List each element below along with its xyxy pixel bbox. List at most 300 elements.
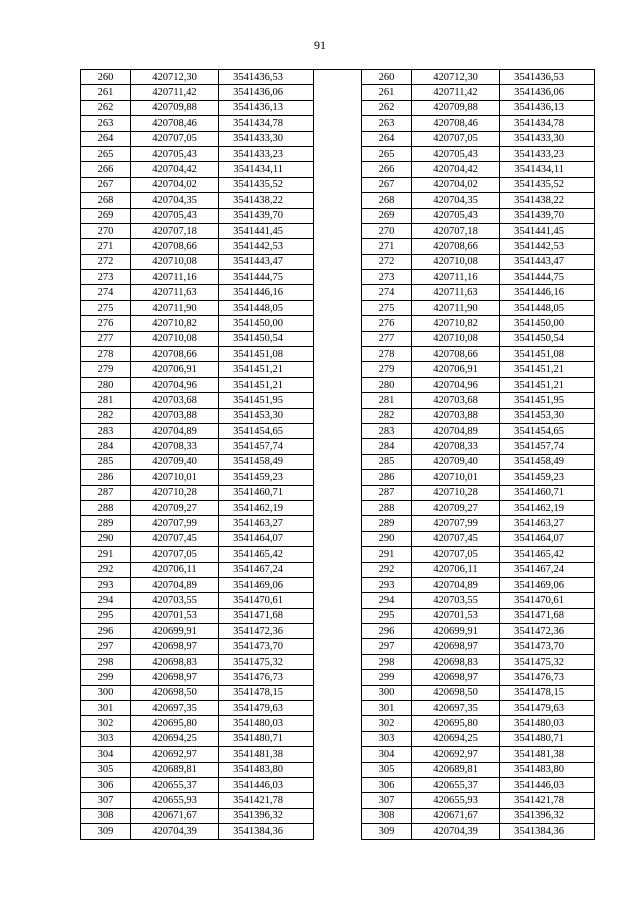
left-x-coordinate-cell: 420709,88 — [131, 100, 219, 115]
table-row — [81, 100, 595, 115]
right-x-coordinate-cell: 420710,08 — [412, 331, 500, 346]
right-y-coordinate-cell: 3541475,32 — [500, 654, 595, 669]
left-y-coordinate-cell: 3541453,30 — [219, 408, 314, 423]
right-y-coordinate-cell: 3541467,24 — [500, 562, 595, 577]
table-row — [81, 347, 595, 362]
table-row — [81, 639, 595, 654]
left-point-number-cell: 276 — [81, 316, 131, 331]
table-row — [81, 331, 595, 346]
column-gap — [314, 377, 362, 392]
left-y-coordinate-cell: 3541478,15 — [219, 685, 314, 700]
table-row — [81, 777, 595, 792]
column-gap — [314, 562, 362, 577]
right-x-coordinate-cell: 420711,16 — [412, 270, 500, 285]
left-point-number-cell: 265 — [81, 146, 131, 161]
left-x-coordinate-cell: 420707,45 — [131, 531, 219, 546]
left-point-number-cell: 287 — [81, 485, 131, 500]
right-y-coordinate-cell: 3541444,75 — [500, 270, 595, 285]
right-x-coordinate-cell: 420711,90 — [412, 300, 500, 315]
right-point-number-cell: 289 — [362, 516, 412, 531]
right-point-number-cell: 278 — [362, 347, 412, 362]
table-row — [81, 531, 595, 546]
right-point-number-cell: 303 — [362, 731, 412, 746]
left-y-coordinate-cell: 3541396,32 — [219, 808, 314, 823]
column-gap — [314, 162, 362, 177]
left-y-coordinate-cell: 3541464,07 — [219, 531, 314, 546]
left-y-coordinate-cell: 3541460,71 — [219, 485, 314, 500]
right-y-coordinate-cell: 3541436,13 — [500, 100, 595, 115]
left-x-coordinate-cell: 420712,30 — [131, 70, 219, 85]
column-gap — [314, 423, 362, 438]
right-point-number-cell: 276 — [362, 316, 412, 331]
column-gap — [314, 793, 362, 808]
column-gap — [314, 762, 362, 777]
table-row — [81, 116, 595, 131]
left-y-coordinate-cell: 3541462,19 — [219, 500, 314, 515]
right-x-coordinate-cell: 420711,63 — [412, 285, 500, 300]
left-point-number-cell: 293 — [81, 577, 131, 592]
column-gap — [314, 716, 362, 731]
left-point-number-cell: 262 — [81, 100, 131, 115]
left-x-coordinate-cell: 420710,08 — [131, 331, 219, 346]
left-point-number-cell: 289 — [81, 516, 131, 531]
table-row — [81, 193, 595, 208]
right-point-number-cell: 294 — [362, 593, 412, 608]
left-x-coordinate-cell: 420698,50 — [131, 685, 219, 700]
right-point-number-cell: 282 — [362, 408, 412, 423]
left-x-coordinate-cell: 420697,35 — [131, 701, 219, 716]
left-point-number-cell: 261 — [81, 85, 131, 100]
left-x-coordinate-cell: 420710,82 — [131, 316, 219, 331]
right-point-number-cell: 274 — [362, 285, 412, 300]
right-x-coordinate-cell: 420704,35 — [412, 193, 500, 208]
left-point-number-cell: 267 — [81, 177, 131, 192]
column-gap — [314, 654, 362, 669]
right-point-number-cell: 298 — [362, 654, 412, 669]
left-x-coordinate-cell: 420701,53 — [131, 608, 219, 623]
right-y-coordinate-cell: 3541433,30 — [500, 131, 595, 146]
right-point-number-cell: 277 — [362, 331, 412, 346]
right-x-coordinate-cell: 420709,88 — [412, 100, 500, 115]
page-number: 91 — [314, 38, 326, 52]
right-y-coordinate-cell: 3541421,78 — [500, 793, 595, 808]
left-y-coordinate-cell: 3541459,23 — [219, 470, 314, 485]
column-gap — [314, 285, 362, 300]
right-y-coordinate-cell: 3541478,15 — [500, 685, 595, 700]
right-x-coordinate-cell: 420671,67 — [412, 808, 500, 823]
left-x-coordinate-cell: 420706,91 — [131, 362, 219, 377]
right-y-coordinate-cell: 3541384,36 — [500, 824, 595, 839]
right-y-coordinate-cell: 3541396,32 — [500, 808, 595, 823]
right-point-number-cell: 286 — [362, 470, 412, 485]
column-gap — [314, 808, 362, 823]
left-y-coordinate-cell: 3541479,63 — [219, 701, 314, 716]
right-x-coordinate-cell: 420703,88 — [412, 408, 500, 423]
column-gap — [314, 639, 362, 654]
left-point-number-cell: 272 — [81, 254, 131, 269]
left-point-number-cell: 282 — [81, 408, 131, 423]
column-gap — [314, 500, 362, 515]
right-point-number-cell: 271 — [362, 239, 412, 254]
right-x-coordinate-cell: 420709,27 — [412, 500, 500, 515]
left-x-coordinate-cell: 420704,42 — [131, 162, 219, 177]
table-row — [81, 470, 595, 485]
right-y-coordinate-cell: 3541451,08 — [500, 347, 595, 362]
right-point-number-cell: 260 — [362, 70, 412, 85]
left-y-coordinate-cell: 3541421,78 — [219, 793, 314, 808]
right-point-number-cell: 295 — [362, 608, 412, 623]
table-row — [81, 300, 595, 315]
left-x-coordinate-cell: 420711,42 — [131, 85, 219, 100]
right-point-number-cell: 261 — [362, 85, 412, 100]
column-gap — [314, 331, 362, 346]
table-row — [81, 608, 595, 623]
left-point-number-cell: 264 — [81, 131, 131, 146]
left-point-number-cell: 294 — [81, 593, 131, 608]
right-x-coordinate-cell: 420701,53 — [412, 608, 500, 623]
right-y-coordinate-cell: 3541451,95 — [500, 393, 595, 408]
right-point-number-cell: 285 — [362, 454, 412, 469]
right-x-coordinate-cell: 420711,42 — [412, 85, 500, 100]
left-point-number-cell: 296 — [81, 624, 131, 639]
table-row — [81, 716, 595, 731]
left-y-coordinate-cell: 3541441,45 — [219, 223, 314, 238]
left-y-coordinate-cell: 3541446,03 — [219, 777, 314, 792]
column-gap — [314, 223, 362, 238]
right-x-coordinate-cell: 420703,55 — [412, 593, 500, 608]
column-gap — [314, 177, 362, 192]
right-y-coordinate-cell: 3541446,16 — [500, 285, 595, 300]
left-x-coordinate-cell: 420699,91 — [131, 624, 219, 639]
left-x-coordinate-cell: 420707,18 — [131, 223, 219, 238]
column-gap — [314, 624, 362, 639]
right-x-coordinate-cell: 420692,97 — [412, 747, 500, 762]
right-x-coordinate-cell: 420707,99 — [412, 516, 500, 531]
left-point-number-cell: 300 — [81, 685, 131, 700]
right-y-coordinate-cell: 3541434,78 — [500, 116, 595, 131]
right-y-coordinate-cell: 3541471,68 — [500, 608, 595, 623]
left-y-coordinate-cell: 3541434,78 — [219, 116, 314, 131]
column-gap — [314, 239, 362, 254]
right-point-number-cell: 290 — [362, 531, 412, 546]
column-gap — [314, 731, 362, 746]
column-gap — [314, 608, 362, 623]
table-row — [81, 377, 595, 392]
left-point-number-cell: 260 — [81, 70, 131, 85]
right-point-number-cell: 297 — [362, 639, 412, 654]
right-point-number-cell: 284 — [362, 439, 412, 454]
column-gap — [314, 270, 362, 285]
right-y-coordinate-cell: 3541443,47 — [500, 254, 595, 269]
left-point-number-cell: 297 — [81, 639, 131, 654]
left-point-number-cell: 306 — [81, 777, 131, 792]
column-gap — [314, 70, 362, 85]
left-y-coordinate-cell: 3541442,53 — [219, 239, 314, 254]
table-row — [81, 824, 595, 839]
left-y-coordinate-cell: 3541433,23 — [219, 146, 314, 161]
column-gap — [314, 146, 362, 161]
left-y-coordinate-cell: 3541451,21 — [219, 362, 314, 377]
left-y-coordinate-cell: 3541463,27 — [219, 516, 314, 531]
left-x-coordinate-cell: 420703,68 — [131, 393, 219, 408]
left-x-coordinate-cell: 420698,97 — [131, 639, 219, 654]
table-row — [81, 593, 595, 608]
right-x-coordinate-cell: 420704,96 — [412, 377, 500, 392]
table-row — [81, 808, 595, 823]
table-row — [81, 131, 595, 146]
right-y-coordinate-cell: 3541472,36 — [500, 624, 595, 639]
left-x-coordinate-cell: 420689,81 — [131, 762, 219, 777]
left-y-coordinate-cell: 3541450,54 — [219, 331, 314, 346]
left-point-number-cell: 304 — [81, 747, 131, 762]
column-gap — [314, 824, 362, 839]
right-point-number-cell: 264 — [362, 131, 412, 146]
left-x-coordinate-cell: 420694,25 — [131, 731, 219, 746]
left-y-coordinate-cell: 3541439,70 — [219, 208, 314, 223]
left-y-coordinate-cell: 3541434,11 — [219, 162, 314, 177]
right-point-number-cell: 304 — [362, 747, 412, 762]
left-y-coordinate-cell: 3541436,53 — [219, 70, 314, 85]
left-x-coordinate-cell: 420692,97 — [131, 747, 219, 762]
right-point-number-cell: 305 — [362, 762, 412, 777]
left-x-coordinate-cell: 420704,39 — [131, 824, 219, 839]
left-x-coordinate-cell: 420707,99 — [131, 516, 219, 531]
table-row — [81, 547, 595, 562]
right-x-coordinate-cell: 420655,37 — [412, 777, 500, 792]
left-x-coordinate-cell: 420708,66 — [131, 347, 219, 362]
left-y-coordinate-cell: 3541451,21 — [219, 377, 314, 392]
table-row — [81, 731, 595, 746]
right-x-coordinate-cell: 420698,50 — [412, 685, 500, 700]
right-point-number-cell: 288 — [362, 500, 412, 515]
left-x-coordinate-cell: 420708,33 — [131, 439, 219, 454]
right-y-coordinate-cell: 3541442,53 — [500, 239, 595, 254]
right-x-coordinate-cell: 420708,46 — [412, 116, 500, 131]
left-point-number-cell: 305 — [81, 762, 131, 777]
column-gap — [314, 747, 362, 762]
left-x-coordinate-cell: 420703,88 — [131, 408, 219, 423]
table-row — [81, 500, 595, 515]
right-x-coordinate-cell: 420710,28 — [412, 485, 500, 500]
right-x-coordinate-cell: 420705,43 — [412, 208, 500, 223]
left-y-coordinate-cell: 3541436,06 — [219, 85, 314, 100]
left-y-coordinate-cell: 3541448,05 — [219, 300, 314, 315]
left-x-coordinate-cell: 420710,28 — [131, 485, 219, 500]
right-y-coordinate-cell: 3541453,30 — [500, 408, 595, 423]
left-point-number-cell: 274 — [81, 285, 131, 300]
column-gap — [314, 454, 362, 469]
right-point-number-cell: 263 — [362, 116, 412, 131]
left-point-number-cell: 275 — [81, 300, 131, 315]
right-y-coordinate-cell: 3541463,27 — [500, 516, 595, 531]
right-x-coordinate-cell: 420698,97 — [412, 639, 500, 654]
left-x-coordinate-cell: 420655,93 — [131, 793, 219, 808]
right-point-number-cell: 308 — [362, 808, 412, 823]
right-point-number-cell: 307 — [362, 793, 412, 808]
table-row — [81, 393, 595, 408]
left-point-number-cell: 286 — [81, 470, 131, 485]
column-gap — [314, 208, 362, 223]
right-point-number-cell: 291 — [362, 547, 412, 562]
right-y-coordinate-cell: 3541436,53 — [500, 70, 595, 85]
left-y-coordinate-cell: 3541467,24 — [219, 562, 314, 577]
left-point-number-cell: 295 — [81, 608, 131, 623]
column-gap — [314, 439, 362, 454]
left-y-coordinate-cell: 3541480,71 — [219, 731, 314, 746]
table-row — [81, 70, 595, 85]
left-y-coordinate-cell: 3541451,08 — [219, 347, 314, 362]
column-gap — [314, 131, 362, 146]
right-y-coordinate-cell: 3541465,42 — [500, 547, 595, 562]
right-x-coordinate-cell: 420704,02 — [412, 177, 500, 192]
right-point-number-cell: 300 — [362, 685, 412, 700]
left-x-coordinate-cell: 420695,80 — [131, 716, 219, 731]
left-point-number-cell: 288 — [81, 500, 131, 515]
left-y-coordinate-cell: 3541436,13 — [219, 100, 314, 115]
left-point-number-cell: 301 — [81, 701, 131, 716]
right-point-number-cell: 302 — [362, 716, 412, 731]
table-row — [81, 701, 595, 716]
table-row — [81, 454, 595, 469]
column-gap — [314, 670, 362, 685]
right-x-coordinate-cell: 420710,82 — [412, 316, 500, 331]
right-point-number-cell: 287 — [362, 485, 412, 500]
column-gap — [314, 347, 362, 362]
left-x-coordinate-cell: 420711,63 — [131, 285, 219, 300]
right-y-coordinate-cell: 3541460,71 — [500, 485, 595, 500]
table-row — [81, 762, 595, 777]
table-row — [81, 162, 595, 177]
right-y-coordinate-cell: 3541433,23 — [500, 146, 595, 161]
right-y-coordinate-cell: 3541480,03 — [500, 716, 595, 731]
right-x-coordinate-cell: 420655,93 — [412, 793, 500, 808]
right-point-number-cell: 275 — [362, 300, 412, 315]
right-point-number-cell: 309 — [362, 824, 412, 839]
table-row — [81, 85, 595, 100]
left-point-number-cell: 299 — [81, 670, 131, 685]
left-y-coordinate-cell: 3541473,70 — [219, 639, 314, 654]
right-y-coordinate-cell: 3541469,06 — [500, 577, 595, 592]
left-x-coordinate-cell: 420704,35 — [131, 193, 219, 208]
right-x-coordinate-cell: 420704,39 — [412, 824, 500, 839]
column-gap — [314, 470, 362, 485]
right-x-coordinate-cell: 420707,18 — [412, 223, 500, 238]
left-x-coordinate-cell: 420710,08 — [131, 254, 219, 269]
left-y-coordinate-cell: 3541472,36 — [219, 624, 314, 639]
left-x-coordinate-cell: 420704,02 — [131, 177, 219, 192]
left-x-coordinate-cell: 420706,11 — [131, 562, 219, 577]
right-point-number-cell: 296 — [362, 624, 412, 639]
right-y-coordinate-cell: 3541458,49 — [500, 454, 595, 469]
column-gap — [314, 116, 362, 131]
right-point-number-cell: 292 — [362, 562, 412, 577]
left-y-coordinate-cell: 3541454,65 — [219, 423, 314, 438]
right-point-number-cell: 272 — [362, 254, 412, 269]
left-y-coordinate-cell: 3541457,74 — [219, 439, 314, 454]
right-x-coordinate-cell: 420694,25 — [412, 731, 500, 746]
left-point-number-cell: 271 — [81, 239, 131, 254]
column-gap — [314, 300, 362, 315]
left-point-number-cell: 302 — [81, 716, 131, 731]
left-point-number-cell: 270 — [81, 223, 131, 238]
right-x-coordinate-cell: 420712,30 — [412, 70, 500, 85]
right-point-number-cell: 306 — [362, 777, 412, 792]
right-y-coordinate-cell: 3541448,05 — [500, 300, 595, 315]
right-point-number-cell: 301 — [362, 701, 412, 716]
coordinates-table — [80, 69, 595, 840]
left-x-coordinate-cell: 420709,40 — [131, 454, 219, 469]
left-x-coordinate-cell: 420709,27 — [131, 500, 219, 515]
left-point-number-cell: 266 — [81, 162, 131, 177]
table-row — [81, 408, 595, 423]
column-gap — [314, 193, 362, 208]
right-y-coordinate-cell: 3541476,73 — [500, 670, 595, 685]
left-y-coordinate-cell: 3541443,47 — [219, 254, 314, 269]
table-row — [81, 239, 595, 254]
right-y-coordinate-cell: 3541457,74 — [500, 439, 595, 454]
left-x-coordinate-cell: 420705,43 — [131, 146, 219, 161]
right-point-number-cell: 293 — [362, 577, 412, 592]
left-point-number-cell: 273 — [81, 270, 131, 285]
left-point-number-cell: 303 — [81, 731, 131, 746]
left-y-coordinate-cell: 3541433,30 — [219, 131, 314, 146]
right-y-coordinate-cell: 3541441,45 — [500, 223, 595, 238]
table-row — [81, 362, 595, 377]
right-x-coordinate-cell: 420699,91 — [412, 624, 500, 639]
left-y-coordinate-cell: 3541438,22 — [219, 193, 314, 208]
left-point-number-cell: 279 — [81, 362, 131, 377]
left-x-coordinate-cell: 420655,37 — [131, 777, 219, 792]
right-x-coordinate-cell: 420707,45 — [412, 531, 500, 546]
left-x-coordinate-cell: 420708,46 — [131, 116, 219, 131]
left-x-coordinate-cell: 420708,66 — [131, 239, 219, 254]
right-x-coordinate-cell: 420710,01 — [412, 470, 500, 485]
right-y-coordinate-cell: 3541451,21 — [500, 362, 595, 377]
column-gap — [314, 393, 362, 408]
left-x-coordinate-cell: 420698,97 — [131, 670, 219, 685]
right-x-coordinate-cell: 420707,05 — [412, 131, 500, 146]
right-point-number-cell: 279 — [362, 362, 412, 377]
right-x-coordinate-cell: 420705,43 — [412, 146, 500, 161]
left-point-number-cell: 284 — [81, 439, 131, 454]
right-y-coordinate-cell: 3541481,38 — [500, 747, 595, 762]
right-x-coordinate-cell: 420707,05 — [412, 547, 500, 562]
right-y-coordinate-cell: 3541479,63 — [500, 701, 595, 716]
right-y-coordinate-cell: 3541439,70 — [500, 208, 595, 223]
table-row — [81, 747, 595, 762]
right-point-number-cell: 262 — [362, 100, 412, 115]
left-point-number-cell: 281 — [81, 393, 131, 408]
right-y-coordinate-cell: 3541480,71 — [500, 731, 595, 746]
left-point-number-cell: 308 — [81, 808, 131, 823]
left-point-number-cell: 280 — [81, 377, 131, 392]
left-x-coordinate-cell: 420707,05 — [131, 547, 219, 562]
right-y-coordinate-cell: 3541434,11 — [500, 162, 595, 177]
right-x-coordinate-cell: 420708,66 — [412, 347, 500, 362]
table-row — [81, 223, 595, 238]
left-x-coordinate-cell: 420703,55 — [131, 593, 219, 608]
right-point-number-cell: 269 — [362, 208, 412, 223]
right-x-coordinate-cell: 420697,35 — [412, 701, 500, 716]
table-row — [81, 177, 595, 192]
left-y-coordinate-cell: 3541465,42 — [219, 547, 314, 562]
table-row — [81, 516, 595, 531]
table-row — [81, 485, 595, 500]
left-y-coordinate-cell: 3541480,03 — [219, 716, 314, 731]
left-y-coordinate-cell: 3541435,52 — [219, 177, 314, 192]
right-point-number-cell: 299 — [362, 670, 412, 685]
left-point-number-cell: 309 — [81, 824, 131, 839]
